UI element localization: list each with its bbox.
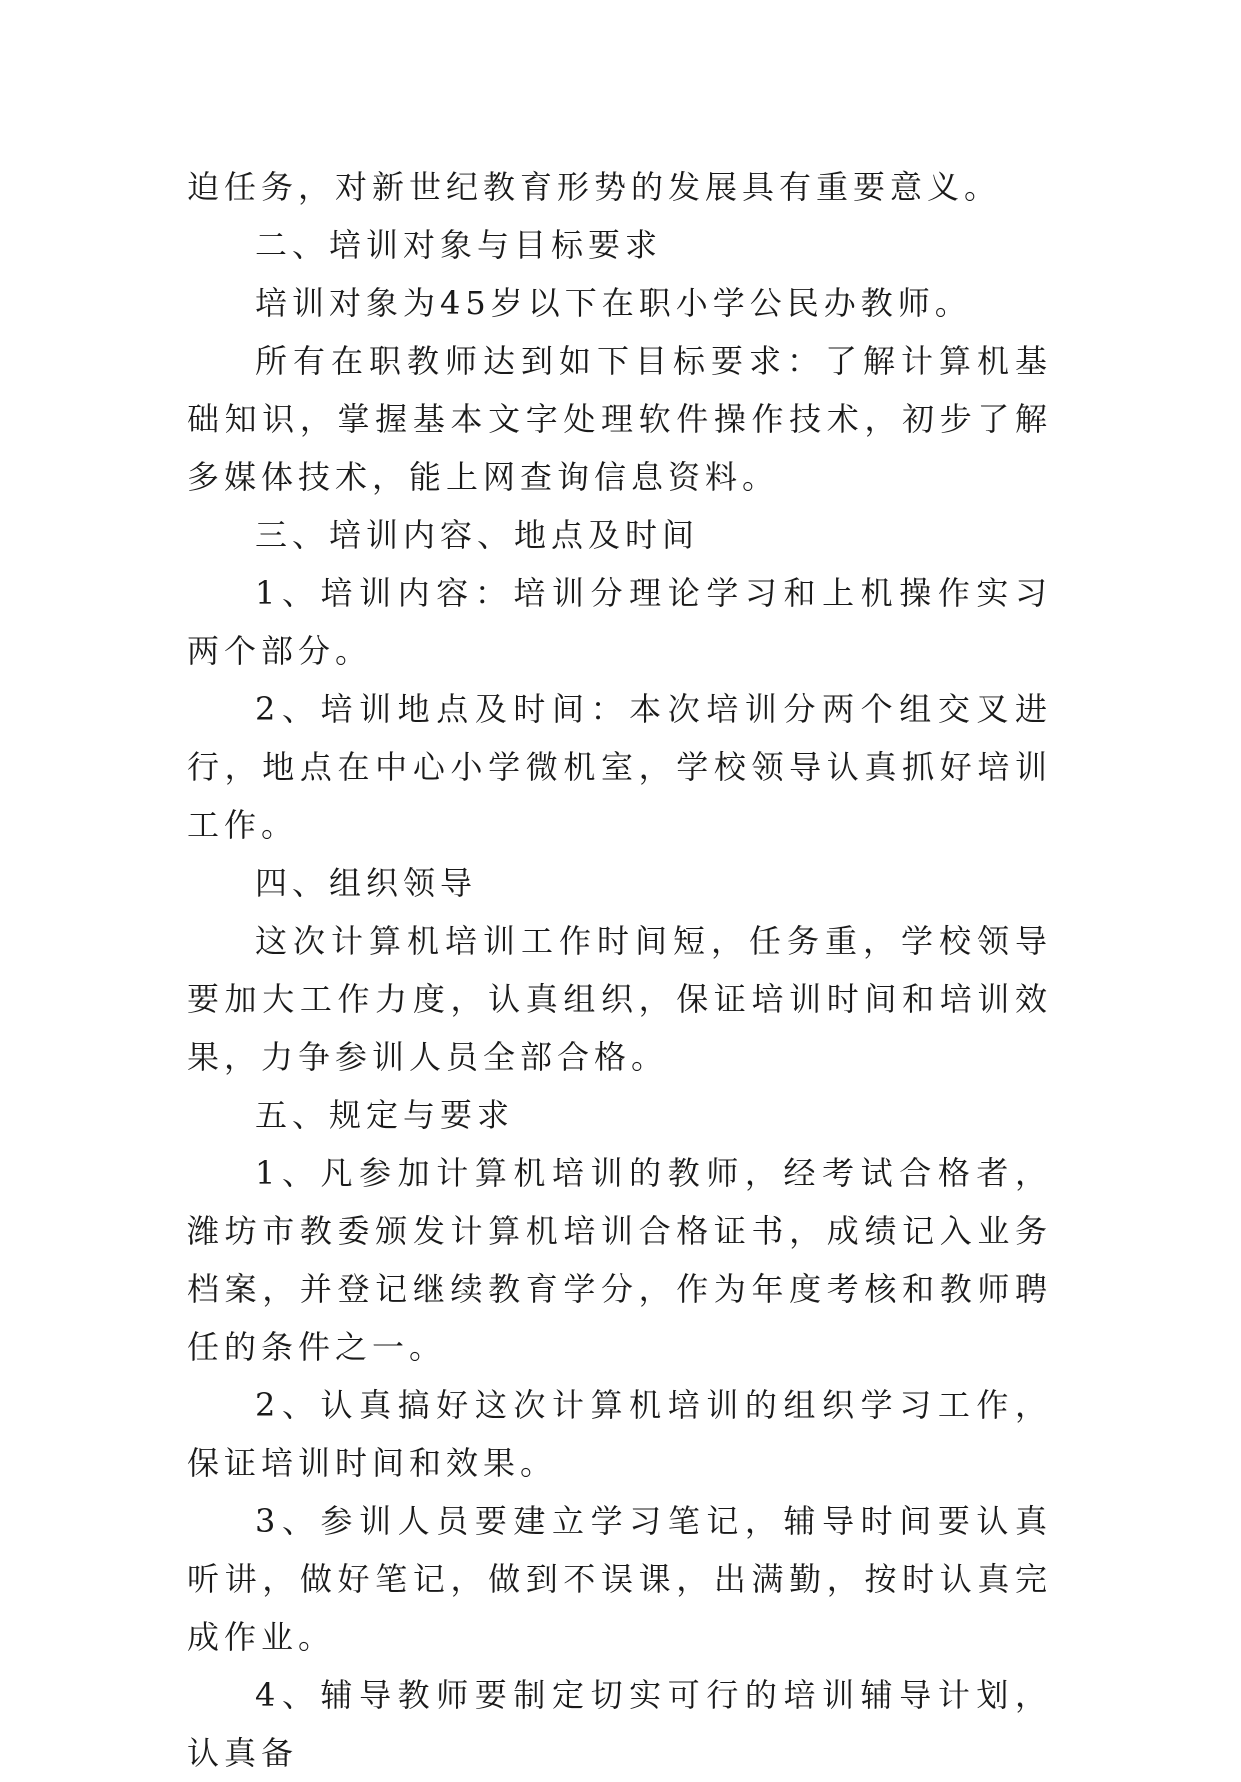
paragraph-rule-1: 1、凡参加计算机培训的教师，经考试合格者，潍坊市教委颁发计算机培训合格证书，成绩记入业务档案，并登记继续教育学分，作为年度考核和教师聘任的条件之一。	[187, 1154, 1052, 1366]
paragraph-target-requirements: 所有在职教师达到如下目标要求：了解计算机基础知识，掌握基本文字处理软件操作技术，初步了解多媒体技术，能上网查询信息资料。	[187, 342, 1052, 496]
paragraph-organization: 这次计算机培训工作时间短，任务重，学校领导要加大工作力度，认真组织，保证培训时间和培训效果，力争参训人员全部合格。	[187, 922, 1052, 1076]
paragraph-training-target: 培训对象为45岁以下在职小学公民办教师。	[255, 284, 972, 322]
section-heading-3: 三、培训内容、地点及时间	[255, 516, 700, 554]
paragraph-rule-4: 4、辅导教师要制定切实可行的培训辅导计划，认真备	[187, 1676, 1052, 1772]
document-body	[187, 158, 1052, 1782]
section-heading-4: 四、组织领导	[255, 864, 478, 902]
paragraph-rule-2: 2、认真搞好这次计算机培训的组织学习工作，保证培训时间和效果。	[187, 1386, 1052, 1482]
paragraph-training-content: 1、培训内容：培训分理论学习和上机操作实习两个部分。	[187, 574, 1052, 670]
section-heading-2: 二、培训对象与目标要求	[255, 226, 663, 264]
paragraph-continuation: 迫任务，对新世纪教育形势的发展具有重要意义。	[187, 168, 1002, 206]
paragraph-rule-3: 3、参训人员要建立学习笔记，辅导时间要认真听讲，做好笔记，做到不误课，出满勤，按时认真完成作业。	[187, 1502, 1052, 1656]
paragraph-training-location: 2、培训地点及时间：本次培训分两个组交叉进行，地点在中心小学微机室，学校领导认真抓好培训工作。	[187, 690, 1052, 844]
section-heading-5: 五、规定与要求	[255, 1096, 515, 1134]
